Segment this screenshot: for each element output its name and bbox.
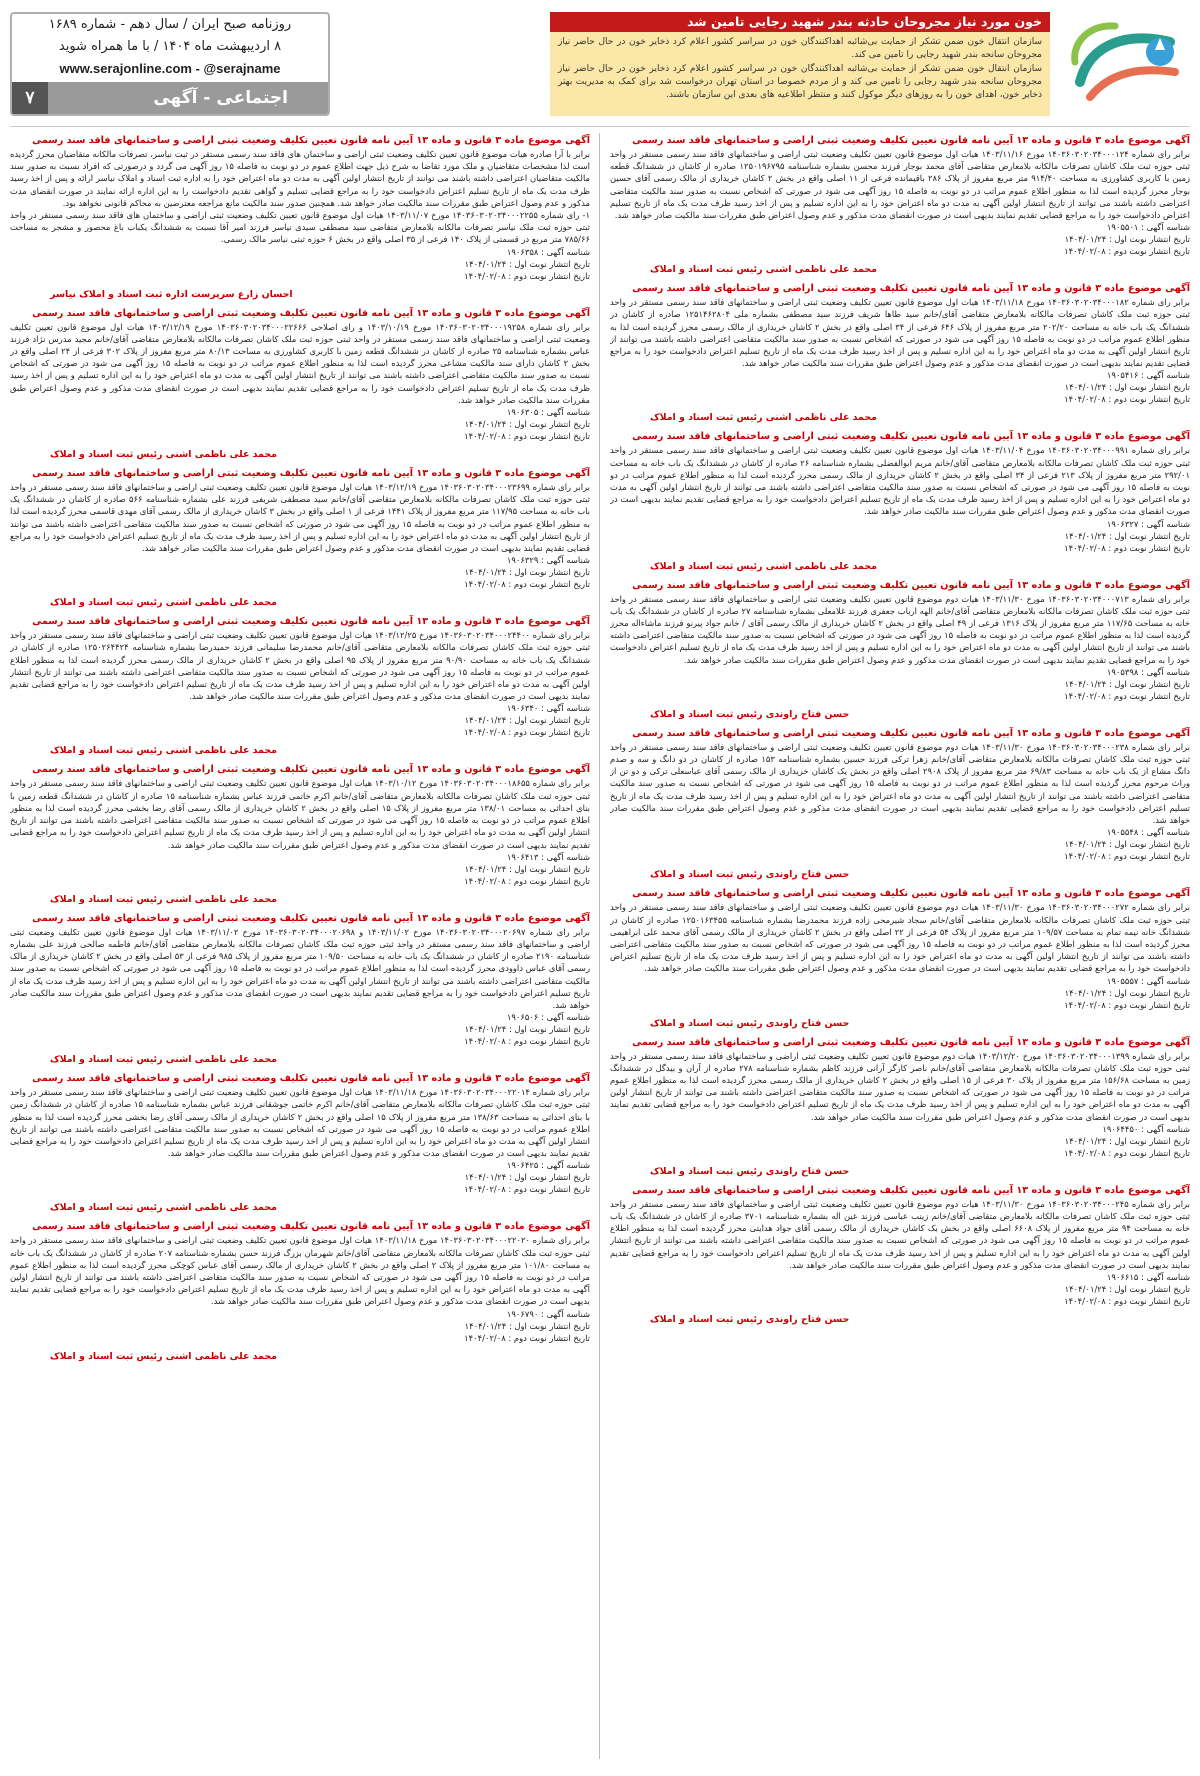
ad-meta-line: تاریخ انتشار نوبت اول : ۱۴۰۴/۰۱/۲۴ <box>1064 234 1190 245</box>
ad-body: برابر رای شماره ۱۴۰۳۶۰۳۰۲۰۳۴۰۰۰۲۴۴۰۰ مورخ ۱۴۰۳/۱۲/۲۵ هیات اول موضوع قانون تعیین تکلیف وضعیت ثبتی اراضی و ساختمانهای فاقد سند رسمی مستقر در واحد ثبتی حوزه ثبت ملک کاشان تصرفات مالکانه بلامعارض متقاضی آقای/خانم محمدرضا سلیمانی فرزند حمیدرضا بشماره شناسنامه ۱۲۵۰۲۶۴۴۲۴ صادره از کاشان در ششدانگ یک باب خانه به مساحت ۹۰/۹۰ متر مربع مفروز از پلاک ۹۵ اصلی واقع در بخش ۲ کاشان خریداری از مالک رسمی محرز گردیده است لذا به منظور اطلاع عموم مراتب در دو نوبت به فاصله ۱۵ روز آگهی می شود در صورتی که اشخاص نسبت به صدور سند مالکیت متقاضی اعتراضی داشته باشند می توانند از تاریخ انتشار اولین آگهی به مدت دو ماه اعتراض خود را به این اداره تسلیم و پس از اخذ رسید ظرف مدت یک ماه از تاریخ تسلیم اعتراض دادخواست خود را به مراجع قضایی تقدیم نمایند بدیهی است در صورت انقضای مدت مذکور و عدم وصول اعتراض طبق مقررات سند مالکیت صادر خواهد شد. <box>10 630 590 702</box>
ad-signature: حسن فتاح راوندی رئیس ثبت اسناد و املاک <box>650 708 850 720</box>
ad-notice <box>610 1035 1190 1179</box>
ad-meta-line: تاریخ انتشار نوبت اول : ۱۴۰۴/۰۱/۲۴ <box>1064 678 1190 689</box>
ad-meta-line: شناسه آگهی : ۱۹۰۵۴۱۶ <box>1106 370 1190 381</box>
ad-meta-line: تاریخ انتشار نوبت اول : ۱۴۰۴/۰۱/۲۴ <box>1064 987 1190 998</box>
date-line: ۸ اردیبهشت ماه ۱۴۰۴ / با ما همراه شوید <box>58 39 282 54</box>
ad-title[interactable]: آگهی موضوع ماده ۳ قانون و ماده ۱۳ آیین نامه قانون تعیین تکلیف وضعیت ثبتی اراضی و ساختمانهای فاقد سند رسمی <box>632 1184 1190 1196</box>
ad-meta-line: شناسه آگهی : ۱۹۰۶۶۱۵ <box>1106 1271 1190 1282</box>
ad-meta-line: تاریخ انتشار نوبت دوم : ۱۴۰۴/۰۲/۰۸ <box>1064 246 1190 257</box>
ad-body: برابر رای شماره ۱۴۰۳۶۰۳۰۲۰۳۴۰۰۰۲۴۵ مورخ ۱۴۰۳/۱۱/۳۰ هیات دوم موضوع قانون تعیین تکلیف وضعیت ثبتی اراضی و ساختمانهای فاقد سند رسمی مستقر در واحد ثبتی حوزه ثبت ملک کاشان تصرفات مالکانه بلامعارض متقاضی آقای/خانم زینب عباسی فرزند عین اله بشماره شناسنامه ۳۷۰۱ صادره از کاشان در ششدانگ یک باب خانه به مساحت ۹۴ متر مربع مفروز از پلاک ۶۶۰۸ اصلی واقع در بخش یک کاشان خریداری از مالک رسمی آقای جواد هدایتی محرز گردیده است لذا به منظور اطلاع عموم مراتب در دو نوبت به فاصله ۱۵ روز آگهی می شود در صورتی که اشخاص نسبت به صدور سند مالکیت متقاضی اعتراضی داشته باشند می توانند از تاریخ انتشار اولین آگهی به مدت دو ماه اعتراض خود را به این اداره تسلیم و پس از اخذ رسید ظرف مدت یک ماه از تاریخ تسلیم اعتراض دادخواست خود را به مراجع قضایی تقدیم نمایند بدیهی است در صورت انقضای مدت مذکور و عدم وصول اعتراض طبق مقررات سند مالکیت صادر خواهد شد. <box>610 1198 1190 1270</box>
ad-body: برابر رای شماره ۱۴۰۳۶۰۳۰۲۰۳۴۰۰۰۱۹۲۵۸ مورخ ۱۴۰۳/۱۰/۱۹ و رای اصلاحی ۱۴۰۳۶۰۳۰۲۰۳۴۰۰۰۲۲۶۶۶ مورخ ۱۴۰۳/۱۲/۱۹ هیات اول موضوع قانون تعیین تکلیف وضعیت ثبتی اراضی و ساختمانهای فاقد سند رسمی مستقر در واحد ثبتی حوزه ثبت ملک کاشان تصرفات مالکانه بلامعارض متقاضی آقای/خانم مجید مدرس نژاد فرزند عباس بشماره شناسنامه ۲۵ صادره از کاشان در ششدانگ قطعه زمین با کاربری کشاورزی به مساحت ۸۰/۱۳ متر مربع مفروز از پلاک ۳۰۲ فرعی از ۲۴ اصلی واقع در بخش ۲ کاشان دارای سند مالکیت مشاعی محرز گردیده است لذا به منظور اطلاع عموم مراتب در دو نوبت به فاصله ۱۵ روز آگهی می شود در صورتی که اشخاص نسبت به صدور سند مالکیت متقاضی اعتراضی داشته باشند می توانند از تاریخ انتشار اولین آگهی به مدت دو ماه اعتراض خود را به این اداره تسلیم و پس از اخذ رسید ظرف مدت یک ماه از تاریخ تسلیم اعتراض دادخواست خود را به مراجع قضایی تقدیم نمایند بدیهی است در صورت انقضای مدت مذکور و عدم وصول اعتراض طبق مقررات سند مالکیت صادر خواهد شد. <box>10 321 590 405</box>
ad-notice <box>610 133 1190 277</box>
ad-notice <box>10 614 590 758</box>
ad-body: برابر رای شماره ۱۴۰۳۶۰۳۰۲۰۳۴۰۰۰۲۳۶۹۹ مورخ ۱۴۰۳/۱۲/۱۹ هیات اول موضوع قانون تعیین تکلیف وضعیت ثبتی اراضی و ساختمانهای فاقد سند رسمی مستقر در واحد ثبتی حوزه ثبت ملک کاشان تصرفات مالکانه بلامعارض متقاضی آقای/خانم سید مصطفی شریفی فرزند علی بشماره شناسنامه ۵۶۶ صادره از کاشان در ششدانگ یک باب خانه به مساحت ۱۱۷/۹۵ متر مربع مفروز از پلاک ۱۴۴۱ فرعی از ۱ اصلی واقع در بخش ۳ کاشان خریداری از مالک رسمی آقای مهدی قاسمی محرز گردیده است لذا به منظور اطلاع عموم مراتب در دو نوبت به فاصله ۱۵ روز آگهی می شود در صورتی که اشخاص نسبت به صدور سند مالکیت متقاضی اعتراضی داشته باشند می توانند از تاریخ انتشار اولین آگهی به مدت دو ماه اعتراض خود را به این اداره تسلیم و پس از اخذ رسید ظرف مدت یک ماه از تاریخ تسلیم اعتراض دادخواست خود را به مراجع قضایی تقدیم نمایند بدیهی است در صورت انقضای مدت مذکور و عدم وصول اعتراض طبق مقررات سند مالکیت صادر خواهد شد. <box>10 482 590 554</box>
ad-notice <box>610 886 1190 1030</box>
ad-signature: حسن فتاح راوندی رئیس ثبت اسناد و املاک <box>650 1165 850 1177</box>
ad-body: برابر رای شماره ۱۴۰۳۶۰۳۰۲۰۳۴۰۰۰۱۳۹۹ مورخ ۱۴۰۳/۱۲/۲۰ هیات دوم موضوع قانون تعیین تکلیف وضعیت ثبتی اراضی و ساختمانهای فاقد سند رسمی مستقر در واحد ثبتی حوزه ثبت ملک کاشان تصرفات مالکانه بلامعارض متقاضی آقای/خانم ناصر کارگر آرانی فرزند کاظم بشماره شناسنامه ۲۷۸ صادره از آران و بیدگل در ششدانگ زمین به مساحت ۱۵۶/۶۸ متر مربع مفروز از پلاک ۳۰ فرعی از ۱۵ اصلی واقع در بخش ۲ کاشان خریداری از مالک رسمی محرز گردیده است لذا به منظور اطلاع عموم مراتب در دو نوبت به فاصله ۱۵ روز آگهی می شود در صورتی که اشخاص نسبت به صدور سند مالکیت متقاضی اعتراضی داشته باشند می توانند از تاریخ انتشار اولین آگهی به مدت دو ماه اعتراض خود را به این اداره تسلیم و پس از اخذ رسید ظرف مدت یک ماه از تاریخ تسلیم اعتراض دادخواست خود را به مراجع قضایی تقدیم نمایند بدیهی است در صورت انقضای مدت مذکور و عدم وصول اعتراض طبق مقررات سند مالکیت صادر خواهد شد. <box>610 1050 1190 1122</box>
ad-body: برابر رای شماره ۱۴۰۳۶۰۳۰۲۰۳۴۰۰۰۲۷۲ مورخ ۱۴۰۳/۱۱/۳۰ هیات دوم موضوع قانون تعیین تکلیف وضعیت ثبتی اراضی و ساختمانهای فاقد سند رسمی مستقر در واحد ثبتی حوزه ثبت ملک کاشان تصرفات مالکانه بلامعارض متقاضی آقای/خانم سجاد شیرمحی زاده فرزند محمدرضا بشماره شناسنامه ۱۲۵۰۱۶۳۴۵۵ صادره از کاشان در ششدانگ خانه نیمه تمام به مساحت ۱۰۹/۵۷ متر مربع مفروز از پلاک ۵۴ فرعی از ۲۲ اصلی واقع در بخش ۲ کاشان خریداری از مالک رسمی آقای محمد علی ابراهیمی محرز گردیده است لذا به منظور اطلاع عموم مراتب در دو نوبت به فاصله ۱۵ روز آگهی می شود در صورتی که اشخاص نسبت به صدور سند مالکیت متقاضی اعتراضی داشته باشند می توانند از تاریخ انتشار اولین آگهی به مدت دو ماه اعتراض خود را به این اداره تسلیم و پس از اخذ رسید ظرف مدت یک ماه از تاریخ تسلیم اعتراض دادخواست خود را به مراجع قضایی تقدیم نمایند بدیهی است در صورت انقضای مدت مذکور و عدم وصول اعتراض طبق مقررات سند مالکیت صادر خواهد شد. <box>610 902 1190 974</box>
ad-notice <box>610 429 1190 573</box>
ad-body: برابر رای شماره ۱۴۰۳۶۰۳۰۲۰۳۴۰۰۰۱۸۶۵۵ مورخ ۱۴۰۳/۱۰/۱۲ هیات اول موضوع قانون تعیین تکلیف وضعیت ثبتی اراضی و ساختمانهای فاقد سند رسمی مستقر در واحد ثبتی حوزه ثبت ملک کاشان تصرفات مالکانه بلامعارض متقاضی آقای/خانم اکرم خاتمی فرزند عباس بشماره شناسنامه ۱۵ صادره از کاشان در ششدانگ قطعه زمین با بنای احداثی به مساحت ۱۳۸/۰۱ متر مربع مفروز از پلاک ۱۵ اصلی واقع در بخش ۲ کاشان خریداری از مالک رسمی آقای رضا بخشی محرز گردیده است لذا به منظور اطلاع عموم مراتب در دو نوبت به فاصله ۱۵ روز آگهی می شود در صورتی که اشخاص نسبت به صدور سند مالکیت متقاضی اعتراضی داشته باشند می توانند از تاریخ انتشار اولین آگهی به مدت دو ماه اعتراض خود را به این اداره تسلیم و پس از اخذ رسید ظرف مدت یک ماه از تاریخ تسلیم اعتراض دادخواست خود را به مراجع قضایی تقدیم نمایند بدیهی است در صورت انقضای مدت مذکور و عدم وصول اعتراض طبق مقررات سند مالکیت صادر خواهد شد. <box>10 778 590 850</box>
ad-signature: محمد علی ناظمی اشنی رئیس ثبت اسناد و املاک <box>650 412 877 424</box>
ad-title[interactable]: آگهی موضوع ماده ۳ قانون و ماده ۱۳ آیین نامه قانون تعیین تکلیف وضعیت ثبتی اراضی و ساختمانهای فاقد سند رسمی <box>32 307 590 319</box>
ad-title[interactable]: آگهی موضوع ماده ۳ قانون و ماده ۱۳ آیین نامه قانون تعیین تکلیف وضعیت ثبتی اراضی و ساختمانهای فاقد سند رسمی <box>32 468 590 480</box>
ad-meta-line: تاریخ انتشار نوبت دوم : ۱۴۰۴/۰۲/۰۸ <box>1064 851 1190 862</box>
masthead <box>10 8 1190 120</box>
ad-notice <box>10 762 590 906</box>
ad-title[interactable]: آگهی موضوع ماده ۳ قانون و ماده ۱۳ آیین نامه قانون تعیین تکلیف وضعیت ثبتی اراضی و ساختمانهای فاقد سند رسمی <box>32 616 590 628</box>
ad-body: برابر رای شماره ۱۴۰۳۶۰۳۰۲۰۳۴۰۰۰۱۸۲ مورخ ۱۴۰۳/۱۱/۱۸ هیات اول موضوع قانون تعیین تکلیف وضعیت ثبتی اراضی و ساختمانهای فاقد سند رسمی مستقر در واحد ثبتی حوزه ثبت ملک کاشان تصرفات مالکانه بلامعارض متقاضی آقای/خانم سید طاها شریف فرزند سید مصطفی بشماره ملی ۱۲۵۱۴۶۲۸۰۴ صادره از کاشان در ششدانگ یک باب خانه به مساحت ۲۰۲/۲۰ متر مربع مفروز از پلاک ۶۴۶ فرعی از ۳۴ اصلی واقع در بخش ۲ کاشان خریداری از مالک رسمی محرز گردیده است لذا به منظور اطلاع عموم مراتب در دو نوبت به فاصله ۱۵ روز آگهی می شود در صورتی که اشخاص نسبت به صدور سند مالکیت متقاضی اعتراضی داشته باشند می توانند از تاریخ انتشار اولین آگهی به مدت دو ماه اعتراض خود را به این اداره تسلیم و پس از اخذ رسید ظرف مدت یک ماه از تاریخ تسلیم اعتراض دادخواست خود را به مراجع قضایی تقدیم نمایند بدیهی است در صورت انقضای مدت مذکور و عدم وصول اعتراض طبق مقررات سند مالکیت صادر خواهد شد. <box>610 297 1190 369</box>
ad-body: برابر رای شماره ۱۴۰۳۶۰۳۰۲۰۳۴۰۰۰۹۹۱ مورخ ۱۴۰۳/۱۱/۰۴ هیات اول موضوع قانون تعیین تکلیف وضعیت ثبتی اراضی و ساختمانهای فاقد سند رسمی مستقر در واحد ثبتی حوزه ثبت ملک کاشان تصرفات مالکانه بلامعارض متقاضی آقای/خانم مریم ابوالفضلی بشماره شناسنامه ۲۶ صادره از کاشان در ششدانگ یک باب خانه به مساحت ۲۹۲/۰۱ متر مربع مفروز از پلاک ۲۱۳ فرعی از ۳۴ اصلی واقع در بخش ۲ کاشان خریداری از مالک رسمی محرز گردیده است لذا به منظور اطلاع عموم مراتب در دو نوبت به فاصله ۱۵ روز آگهی می شود در صورتی که اشخاص نسبت به صدور سند مالکیت متقاضی اعتراضی داشته باشند می توانند از تاریخ انتشار اولین آگهی به مدت دو ماه اعتراض خود را به این اداره تسلیم و پس از اخذ رسید ظرف مدت یک ماه از تاریخ تسلیم اعتراض دادخواست خود را به مراجع قضایی تقدیم نمایند بدیهی است در صورت انقضای مدت مذکور و عدم وصول اعتراض طبق مقررات سند مالکیت صادر خواهد شد. <box>610 445 1190 517</box>
ad-meta-line: شناسه آگهی : ۱۹۰۶۵۰۶ <box>506 1012 590 1023</box>
ad-meta-line: تاریخ انتشار نوبت دوم : ۱۴۰۴/۰۲/۰۸ <box>464 875 590 886</box>
ad-notice <box>10 1071 590 1215</box>
ad-meta-line: تاریخ انتشار نوبت اول : ۱۴۰۴/۰۱/۲۴ <box>464 715 590 726</box>
ad-extra: ۱- رای شماره ۱۴۰۳۶۰۳۰۲۰۳۴۰۰۰۲۲۵۵ مورخ ۱۴۰۳/۱۱/۰۷ هیات اول موضوع قانون تعیین تکلیف وضعیت ثبتی اراضی و ساختمان های فاقد سند رسمی مستقر در واحد ثبتی حوزه ثبت ملک نیاسر تصرفات مالکانه بلامعارض متقاضی سید مصطفی سیدی نیاسر فرزند امیر آقا نسبت به ششدانگ یکباب باغ محصور و مشجر به مساحت ۷۸۵/۶۶ متر مربع در قسمتی از پلاک ۱۴۰ فرعی از ۳۵ اصلی واقع در بخش ۶ حوزه ثبتی نیاسر مالک رسمی. <box>10 210 590 245</box>
ad-body: برابر رای شماره ۱۴۰۳۶۰۳۰۲۰۳۴۰۰۰۱۲۴ مورخ ۱۴۰۳/۱۱/۱۶ هیات اول موضوع قانون تعیین تکلیف وضعیت ثبتی اراضی و ساختمانهای فاقد سند رسمی مستقر در واحد ثبتی حوزه ثبت ملک کاشان تصرفات مالکانه بلامعارض متقاضی آقای محمد بوجار فرزند محسن بشماره شناسنامه ۱۲۵۰۱۹۶۷۹۵ صادره از کاشان در ششدانگ قطعه زمین با کاربری کشاورزی به مساحت ۹۱۴/۴۰ متر مربع مفروز از پلاک ۲۸۶ باقیمانده فرعی از ۱۱ اصلی واقع در بخش ۲ کاشان خریداری از مالک رسمی آقای حسین بوجار محرز گردیده است لذا به منظور اطلاع عموم مراتب در دو نوبت به فاصله ۱۵ روز آگهی می شود در صورتی که اشخاص نسبت به صدور سند مالکیت متقاضی اعتراضی داشته باشند می توانند از تاریخ انتشار اولین آگهی به مدت دو ماه اعتراض خود را به این اداره تسلیم و پس از اخذ رسید ظرف مدت یک ماه از تاریخ تسلیم اعتراض دادخواست خود را به مراجع قضایی تقدیم نمایند بدیهی است در صورت انقضای مدت مذکور و عدم وصول اعتراض طبق مقررات سند مالکیت صادر خواهد شد. <box>610 149 1190 221</box>
ad-meta-line: تاریخ انتشار نوبت دوم : ۱۴۰۴/۰۲/۰۸ <box>464 1036 590 1047</box>
news-body <box>550 32 1050 116</box>
ad-notice <box>610 578 1190 722</box>
ad-title[interactable]: آگهی موضوع ماده ۳ قانون و ماده ۱۳ آیین نامه قانون تعیین تکلیف وضعیت ثبتی اراضی و ساختمانهای فاقد سند رسمی <box>632 727 1190 739</box>
ad-meta-line: تاریخ انتشار نوبت دوم : ۱۴۰۴/۰۲/۰۸ <box>464 727 590 738</box>
ad-meta-line: تاریخ انتشار نوبت دوم : ۱۴۰۴/۰۲/۰۸ <box>1064 542 1190 553</box>
ad-meta-line: تاریخ انتشار نوبت اول : ۱۴۰۴/۰۱/۲۴ <box>1064 839 1190 850</box>
ad-signature: محمد علی ناظمی اشنی رئیس ثبت اسناد و املاک <box>50 745 277 757</box>
paper-info-box <box>10 12 330 116</box>
ads-column-left <box>10 133 590 1763</box>
ad-title[interactable]: آگهی موضوع ماده ۳ قانون و ماده ۱۳ آیین نامه قانون تعیین تکلیف وضعیت ثبتی اراضی و ساختمانهای فاقد سند رسمی <box>32 1221 590 1233</box>
section-bar <box>12 82 328 114</box>
ad-signature: محمد علی ناظمی اشنی رئیس ثبت اسناد و املاک <box>50 893 277 905</box>
ad-body: برابر رای شماره ۱۴۰۳۶۰۳۰۲۰۳۴۰۰۰۲۲۰۱۴ مورخ ۱۴۰۳/۱۱/۱۸ هیات اول موضوع قانون تعیین تکلیف وضعیت ثبتی اراضی و ساختمانهای فاقد سند رسمی مستقر در واحد ثبتی حوزه ثبت ملک کاشان تصرفات مالکانه بلامعارض متقاضی آقای/خانم اکرم خاتمی جوشقانی فرزند عباس بشماره شناسنامه ۱۵ صادره از کاشان در ششدانگ زمین با بنای احداثی به مساحت ۱۳۸/۶۳ متر مربع مفروز از پلاک ۱۵ اصلی واقع در بخش ۲ کاشان خریداری از مالک رسمی آقای رضا بخشی محرز گردیده است لذا به منظور اطلاع عموم مراتب در دو نوبت به فاصله ۱۵ روز آگهی می شود در صورتی که اشخاص نسبت به صدور سند مالکیت متقاضی اعتراضی داشته باشند می توانند از تاریخ انتشار اولین آگهی به مدت دو ماه اعتراض خود را به این اداره تسلیم و پس از اخذ رسید ظرف مدت یک ماه از تاریخ تسلیم اعتراض دادخواست خود را به مراجع قضایی تقدیم نمایند بدیهی است در صورت انقضای مدت مذکور و عدم وصول اعتراض طبق مقررات سند مالکیت صادر خواهد شد. <box>10 1087 590 1159</box>
ad-title[interactable]: آگهی موضوع ماده ۳ قانون و ماده ۱۳ آیین نامه قانون تعیین تکلیف وضعیت ثبتی اراضی و ساختمانهای فاقد سند رسمی <box>632 1036 1190 1048</box>
ad-signature: حسن فتاح راوندی رئیس ثبت اسناد و املاک <box>650 869 850 881</box>
ad-signature: محمد علی ناظمی اشنی رئیس ثبت اسناد و املاک <box>50 597 277 609</box>
ad-meta-line: تاریخ انتشار نوبت دوم : ۱۴۰۴/۰۲/۰۸ <box>464 579 590 590</box>
ad-body: برابر رای شماره ۱۴۰۳۶۰۳۰۲۰۳۴۰۰۰۷۱۳ مورخ ۱۴۰۳/۱۱/۳۰ هیات دوم موضوع قانون تعیین تکلیف وضعیت ثبتی اراضی و ساختمانهای فاقد سند رسمی مستقر در واحد ثبتی حوزه ثبت ملک کاشان تصرفات مالکانه بلامعارض متقاضی آقای/خانم الهه ارباب جعفری فرزند غلامعلی بشماره شناسنامه ۲۷ صادره از کاشان در ششدانگ یک باب خانه به مساحت ۱۱۷/۶۵ متر مربع مفروز از پلاک ۱۳۱۶ فرعی از ۴۹ اصلی واقع در بخش ۲ کاشان خریداری از مالک رسمی آقای / خانم جواد پیرنو فرزند ماشاءاله محرز گردیده است لذا به منظور اطلاع عموم مراتب در دو نوبت به فاصله ۱۵ روز آگهی می شود در صورتی که اشخاص نسبت به صدور سند مالکیت متقاضی اعتراضی داشته باشند می توانند از تاریخ انتشار اولین آگهی به مدت دو ماه اعتراض خود را به این اداره تسلیم و پس از اخذ رسید ظرف مدت یک ماه از تاریخ تسلیم اعتراض دادخواست خود را به مراجع قضایی تقدیم نمایند بدیهی است در صورت انقضای مدت مذکور و عدم وصول اعتراض طبق مقررات سند مالکیت صادر خواهد شد. <box>610 593 1190 665</box>
ads-column-right <box>610 133 1190 1763</box>
ad-meta-line: تاریخ انتشار نوبت اول : ۱۴۰۴/۰۱/۲۴ <box>1064 1135 1190 1146</box>
ad-meta-line: تاریخ انتشار نوبت دوم : ۱۴۰۴/۰۲/۰۸ <box>464 431 590 442</box>
ad-notice <box>10 1219 590 1363</box>
ad-notice <box>610 281 1190 425</box>
ad-title[interactable]: آگهی موضوع ماده ۳ قانون و ماده ۱۳ آیین نامه قانون تعیین تکلیف وضعیت ثبتی اراضی و ساختمانهای فاقد سند رسمی <box>632 888 1190 900</box>
ad-meta-line: تاریخ انتشار نوبت اول : ۱۴۰۴/۰۱/۲۴ <box>464 258 590 269</box>
website-link[interactable]: www.serajonline.com - @serajname <box>59 61 281 76</box>
news-headline[interactable]: خون مورد نیاز مجروحان حادثه بندر شهید رجایی تامین شد <box>550 12 1050 32</box>
ad-signature: محمد علی ناظمی اشنی رئیس ثبت اسناد و املاک <box>50 1350 277 1362</box>
ad-meta-line: شناسه آگهی : ۱۹۰۵۵۰۱ <box>1106 222 1190 233</box>
ad-title[interactable]: آگهی موضوع ماده ۳ قانون و ماده ۱۳ آیین نامه قانون تعیین تکلیف وضعیت ثبتی اراضی و ساختمانهای فاقد سند رسمی <box>632 579 1190 591</box>
ad-body: برابر با آرا صادره هیات موضوع قانون تعیین تکلیف وضعیت ثبتی اراضی و ساختمان های فاقد سند رسمی مستقر در ثبت نیاسر، تصرفات مالکانه متقاضیان محرز گردیده است لذا مشخصات متقاضیان و ملک مورد تقاضا به شرح ذیل جهت اطلاع عموم در دو نوبت به فاصله ۱۵ روز آگهی می گردد و درصورتی که افراد نسبت به صدور سند مالکیت متقاضیان اعتراضی داشته باشند می توانند از تاریخ انتشار اولین آگهی به مدت دو ماه اعتراض خود را به اداره ثبت اسناد و املاک نیاسر ارائه و پس از اخذ رسید ظرف مدت یک ماه از تاریخ تسلیم اعتراض دادخواست خود را به مراجع قضایی تسلیم و گواهی تقدیم دادخواست را به این اداره ارائه نمایند در صورت انقضای مدت مذکور و عدم وصول اعتراض طبق مقررات سند مالکیت صادر خواهد شد. همچنین صدور سند مالکیت مانع مراجعه معترضین به محاکم قانونی نخواهد بود. <box>10 149 590 208</box>
page-number: ۷ <box>12 82 48 114</box>
ad-notice <box>10 911 590 1067</box>
ad-notice <box>610 726 1190 882</box>
ad-meta-line: شناسه آگهی : ۱۹۰۵۵۴۸ <box>1106 827 1190 838</box>
ad-meta-line: شناسه آگهی : ۱۹۰۶۳۰۵ <box>506 407 590 418</box>
ad-signature: محمد علی ناظمی اشنی رئیس ثبت اسناد و املاک <box>50 449 277 461</box>
ad-meta-line: شناسه آگهی : ۱۹۰۵۵۵۷ <box>1106 975 1190 986</box>
ad-title[interactable]: آگهی موضوع ماده ۳ قانون و ماده ۱۳ آیین نامه قانون تعیین تکلیف وضعیت ثبتی اراضی و ساختمانهای فاقد سند رسمی <box>632 283 1190 295</box>
ad-meta-line: تاریخ انتشار نوبت اول : ۱۴۰۴/۰۱/۲۴ <box>464 419 590 430</box>
ad-meta-line: شناسه آگهی : ۱۹۰۶۴۲۵ <box>506 1160 590 1171</box>
ad-meta-line: تاریخ انتشار نوبت اول : ۱۴۰۴/۰۱/۲۴ <box>464 1320 590 1331</box>
ad-signature: حسن فتاح راوندی رئیس ثبت اسناد و املاک <box>650 1313 850 1325</box>
ad-title[interactable]: آگهی موضوع ماده ۳ قانون و ماده ۱۳ آیین نامه قانون تعیین تکلیف وضعیت ثبتی اراضی و ساختمانهای فاقد سند رسمی <box>32 1073 590 1085</box>
ad-signature: محمد علی ناظمی اشنی رئیس ثبت اسناد و املاک <box>650 560 877 572</box>
ad-meta-line: تاریخ انتشار نوبت دوم : ۱۴۰۴/۰۲/۰۸ <box>464 270 590 281</box>
ad-meta-line: شناسه آگهی : ۱۹۰۶۷۹۰ <box>506 1308 590 1319</box>
ad-title[interactable]: آگهی موضوع ماده ۳ قانون و ماده ۱۳ آیین نامه قانون تعیین تکلیف وضعیت ثبتی اراضی و ساختمانهای فاقد سند رسمی <box>32 135 590 146</box>
news-paragraph: سازمان انتقال خون ضمن تشکر از حمایت بی‌شائبه اهداکنندگان خون در سراسر کشور اعلام کرد ذخایر خون در حال حاضر نیاز مجروحان سانحه بندر شهید رجایی را تامین می کند. <box>558 37 1042 60</box>
ad-meta-line: شناسه آگهی : ۱۹۰۶۳۲۷ <box>1106 518 1190 529</box>
ad-meta-line: شناسه آگهی : ۱۹۰۶۴۱۳ <box>506 851 590 862</box>
ad-meta-line: شناسه آگهی : ۱۹۰۶۳۵۸ <box>506 246 590 257</box>
ad-meta-line: تاریخ انتشار نوبت اول : ۱۴۰۴/۰۱/۲۴ <box>1064 530 1190 541</box>
seraj-logo-icon <box>1060 12 1190 116</box>
ad-title[interactable]: آگهی موضوع ماده ۳ قانون و ماده ۱۳ آیین نامه قانون تعیین تکلیف وضعیت ثبتی اراضی و ساختمانهای فاقد سند رسمی <box>632 431 1190 443</box>
ad-meta-line: تاریخ انتشار نوبت دوم : ۱۴۰۴/۰۲/۰۸ <box>1064 1147 1190 1158</box>
ad-meta-line: تاریخ انتشار نوبت اول : ۱۴۰۴/۰۱/۲۴ <box>464 1024 590 1035</box>
ad-signature: محمد علی ناظمی اشنی رئیس ثبت اسناد و املاک <box>50 1054 277 1066</box>
ad-signature: احسان زارع سرپرست اداره ثبت اسناد و املاک نیاسر <box>50 288 293 300</box>
ad-meta-line: تاریخ انتشار نوبت دوم : ۱۴۰۴/۰۲/۰۸ <box>464 1332 590 1343</box>
ad-body: برابر رای شماره ۱۴۰۳۶۰۳۰۲۰۳۴۰۰۰۲۰۶۹۷ مورخ ۱۴۰۳/۱۱/۰۲ و ۱۴۰۳۶۰۳۰۲۰۳۴۰۰۰۲۰۶۹۸ مورخ ۱۴۰۳/۱۱/۰۲ هیات اول موضوع قانون تعیین تکلیف وضعیت ثبتی اراضی و ساختمانهای فاقد سند رسمی مستقر در واحد ثبتی حوزه ثبت ملک کاشان تصرفات مالکانه بلامعارض متقاضی آقای/خانم فاطمه صالحی فرزند علی بشماره شناسنامه ۲۱۹۰ صادره از کاشان در ششدانگ یک باب خانه به مساحت ۱۰۹/۵۰ متر مربع مفروز از پلاک ۹۸۵ فرعی از ۵۳ اصلی واقع در بخش ۲ کاشان خریداری از مالک رسمی آقای عباس داوودی محرز گردیده است لذا به منظور اطلاع عموم مراتب در دو نوبت به فاصله ۱۵ روز آگهی می شود در صورتی که اشخاص نسبت به صدور سند مالکیت متقاضی اعتراضی داشته باشند می توانند از تاریخ انتشار اولین آگهی به مدت دو ماه اعتراض خود را به این اداره تسلیم و پس از اخذ رسید ظرف مدت یک ماه از تاریخ تسلیم اعتراض دادخواست خود را به مراجع قضایی تقدیم نمایند بدیهی است در صورت انقضای مدت مذکور و عدم وصول اعتراض طبق مقررات سند مالکیت صادر خواهد شد. <box>10 926 590 1010</box>
ad-meta-line: شناسه آگهی : ۱۹۰۶۳۴۰ <box>506 703 590 714</box>
ads-area <box>10 126 1190 1766</box>
ad-meta-line: تاریخ انتشار نوبت اول : ۱۴۰۴/۰۱/۲۴ <box>464 1172 590 1183</box>
ad-body: برابر رای شماره ۱۴۰۳۶۰۳۰۲۰۳۴۰۰۰۲۲۰۲۰ مورخ ۱۴۰۳/۱۱/۱۸ هیات اول موضوع قانون تعیین تکلیف وضعیت ثبتی اراضی و ساختمانهای فاقد سند رسمی مستقر در واحد ثبتی حوزه ثبت ملک کاشان تصرفات مالکانه بلامعارض متقاضی آقای/خانم شهرمان بزرگ فرزند حسن بشماره شناسنامه ۲۰۷ صادره از کاشان در ششدانگ یک باب خانه به مساحت ۱۰۱/۸۰ متر مربع مفروز از پلاک ۲ اصلی واقع در بخش ۲ کاشان خریداری از مالک رسمی آقای عباس کوچکی محرز گردیده است لذا به منظور اطلاع عموم مراتب در دو نوبت به فاصله ۱۵ روز آگهی می شود در صورتی که اشخاص نسبت به صدور سند مالکیت متقاضی اعتراضی داشته باشند می توانند از تاریخ انتشار اولین آگهی به مدت دو ماه اعتراض خود را به این اداره تسلیم و پس از اخذ رسید ظرف مدت یک ماه از تاریخ تسلیم اعتراض دادخواست خود را به مراجع قضایی تقدیم نمایند بدیهی است در صورت انقضای مدت مذکور و عدم وصول اعتراض طبق مقررات سند مالکیت صادر خواهد شد. <box>10 1235 590 1307</box>
ad-title[interactable]: آگهی موضوع ماده ۳ قانون و ماده ۱۳ آیین نامه قانون تعیین تکلیف وضعیت ثبتی اراضی و ساختمانهای فاقد سند رسمی <box>32 764 590 776</box>
ad-meta-line: شناسه آگهی : ۱۹۰۵۳۹۸ <box>1106 666 1190 677</box>
column-divider <box>599 133 600 1759</box>
issue-line: روزنامه صبح ایران / سال دهم - شماره ۱۶۸۹ <box>48 17 292 32</box>
ad-notice <box>10 306 590 462</box>
ad-meta-line: تاریخ انتشار نوبت دوم : ۱۴۰۴/۰۲/۰۸ <box>1064 1295 1190 1306</box>
ad-signature: محمد علی ناظمی اشنی رئیس ثبت اسناد و املاک <box>650 264 877 276</box>
ad-meta-line: تاریخ انتشار نوبت اول : ۱۴۰۴/۰۱/۲۴ <box>1064 382 1190 393</box>
ad-meta-line: شناسه آگهی : ۱۹۰۶۳۲۹ <box>506 555 590 566</box>
ad-notice <box>610 1183 1190 1327</box>
ad-title[interactable]: آگهی موضوع ماده ۳ قانون و ماده ۱۳ آیین نامه قانون تعیین تکلیف وضعیت ثبتی اراضی و ساختمانهای فاقد سند رسمی <box>32 912 590 924</box>
ad-meta-line: تاریخ انتشار نوبت دوم : ۱۴۰۴/۰۲/۰۸ <box>1064 999 1190 1010</box>
ad-signature: محمد علی ناظمی اشنی رئیس ثبت اسناد و املاک <box>50 1202 277 1214</box>
news-box <box>550 12 1050 116</box>
ad-notice <box>10 466 590 610</box>
section-title: اجتماعی - آگهی <box>153 88 288 108</box>
news-paragraph: سازمان انتقال خون ضمن تشکر از حمایت بی‌شائبه اهداکنندگان خون در سراسر کشور اعلام کرد ذخایر خون در حال حاضر نیاز مجروحان سانحه بندر شهید رجایی را تامین می کند و از مردم خصوصا در استان تهران درخواست شد برای کمک به مدیریت بهتر ذخایر خون، اهدای خون را به روزهای دیگر موکول کنند و منتظر اطلاعیه های بعدی این سازمان باشند. <box>558 64 1042 100</box>
ad-body: برابر رای شماره ۱۴۰۳۶۰۳۰۲۰۳۴۰۰۰۲۳۸ مورخ ۱۴۰۳/۱۱/۳۰ هیات دوم موضوع قانون تعیین تکلیف وضعیت ثبتی اراضی و ساختمانهای فاقد سند رسمی مستقر در واحد ثبتی حوزه ثبت ملک کاشان تصرفات مالکانه بلامعارض متقاضی آقای/خانم زهرا ترکی فرزند حسین بشماره شناسنامه ۱۵۳ صادره از کاشان در دو دانگ و سه و صدم دانگ مشاع از یک باب خانه به مساحت ۶۹/۸۳ متر مربع مفروز از پلاک ۲۹۰۸ اصلی واقع در بخش یک کاشان خریداری از مالک رسمی آقای عباسعلی ترکی و دو تن از وراث مرحوم محرز گردیده است لذا به منظور اطلاع عموم مراتب در دو نوبت به فاصله ۱۵ روز آگهی می شود در صورتی که اشخاص نسبت به صدور سند مالکیت متقاضی اعتراضی داشته باشند می توانند از تاریخ انتشار اولین آگهی به مدت دو ماه اعتراض خود را به این اداره تسلیم و پس از اخذ رسید ظرف مدت یک ماه از تاریخ تسلیم اعتراض دادخواست خود را به مراجع قضایی تقدیم نمایند بدیهی است در صورت انقضای مدت مذکور و عدم وصول اعتراض طبق مقررات سند مالکیت صادر خواهد شد. <box>610 741 1190 826</box>
ad-title[interactable]: آگهی موضوع ماده ۳ قانون و ماده ۱۳ آیین نامه قانون تعیین تکلیف وضعیت ثبتی اراضی و ساختمانهای فاقد سند رسمی <box>632 135 1190 146</box>
ad-notice <box>10 133 590 302</box>
ad-meta-line: تاریخ انتشار نوبت اول : ۱۴۰۴/۰۱/۲۴ <box>464 863 590 874</box>
ad-meta-line: تاریخ انتشار نوبت دوم : ۱۴۰۴/۰۲/۰۸ <box>1064 394 1190 405</box>
seraj-logo[interactable] <box>1060 12 1190 116</box>
ad-meta-line: تاریخ انتشار نوبت دوم : ۱۴۰۴/۰۲/۰۸ <box>1064 690 1190 701</box>
ad-meta-line: شناسه آگهی : ۱۹۰۶۴۴۵۰ <box>1102 1123 1190 1134</box>
ad-meta-line: تاریخ انتشار نوبت اول : ۱۴۰۴/۰۱/۲۴ <box>464 567 590 578</box>
ad-signature: حسن فتاح راوندی رئیس ثبت اسناد و املاک <box>650 1017 850 1029</box>
ad-meta-line: تاریخ انتشار نوبت دوم : ۱۴۰۴/۰۲/۰۸ <box>464 1184 590 1195</box>
ad-meta-line: تاریخ انتشار نوبت اول : ۱۴۰۴/۰۱/۲۴ <box>1064 1283 1190 1294</box>
